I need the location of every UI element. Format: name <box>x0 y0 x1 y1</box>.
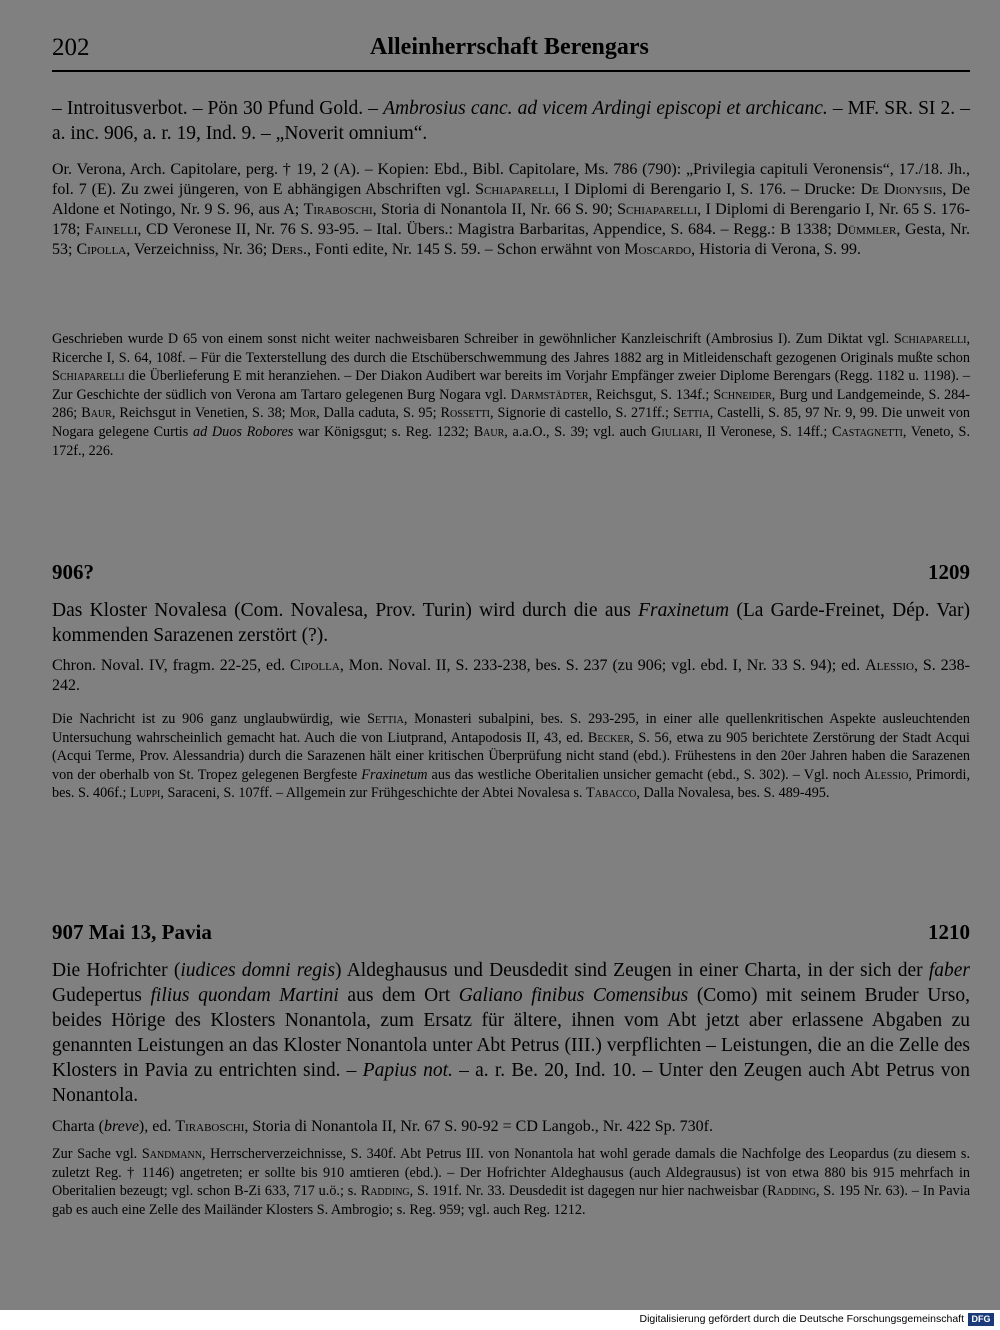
entry-summary: Die Hofrichter (iudices domni regis) Aldeghausus und Deusdedit sind Zeugen in einer Charta, in der sich der faber Gudepertus filius quondam Martini aus dem Ort Galiano finibus Comensibus (Como) mit seinem Bruder Urso, beides Hörige des Klosters Nonantola, zum Ersatz für ältere, ihnen vom Abt jetzt aber erlassene Abgaben zu genannten Leistungen an das Kloster Nonantola unter Abt Petrus (III.) verpflichten – Leistungen, die an die Zelle des Klosters in Pavia zu entrichten sind. – Papius not. – a. r. Be. 20, Ind. 10. – Unter den Zeugen auch Abt Petrus von Nonantola. <box>52 960 970 1106</box>
page-header <box>52 32 970 72</box>
entry-number: 1209 <box>928 560 970 584</box>
funding-notice: Digitalisierung gefördert durch die Deutsche Forschungsgemeinschaft <box>639 1313 964 1325</box>
entry-commentary: Zur Sache vgl. Sandmann, Herrscherverzeichnisse, S. 340f. Abt Petrus III. von Nonantola hat wohl gerade damals die Nachfolge des Leopardus (zu diesem s. zuletzt Reg. † 1146) angetreten; er sollte bis 910 amtieren (ebd.). – Der Hofrichter Aldeghausus (auch Aldegrausus) ist von etwa 880 bis 915 mehrfach in Oberitalien bezeugt; vgl. schon B-Zi 633, 717 u.ö.; s. Radding, S. 191f. Nr. 33. Deusdedit ist dagegen nur hier nachweisbar (Radding, S. 195 Nr. 63). – In Pavia gab es auch eine Zelle des Mailänder Klosters S. Ambrogio; s. Reg. 959; vgl. auch Reg. 1212. <box>52 1146 971 1218</box>
entry-heading <box>52 560 970 586</box>
entry-sources: Chron. Noval. IV, fragm. 22-25, ed. Cipolla, Mon. Noval. II, S. 233-238, bes. S. 237 (zu 906; vgl. ebd. I, Nr. 33 S. 94); ed. Alessio, S. 238-242. <box>52 657 970 694</box>
footer-bar <box>0 1310 1000 1330</box>
entry-commentary: Die Nachricht ist zu 906 ganz unglaubwürdig, wie Settia, Monasteri subalpini, bes. S. 293-295, in einer alle quellenkritischen Aspekte ausleuchtenden Untersuchung wahrscheinlich gemacht hat. Auch die von Liutprand, Antapodosis II, 43, ed. Becker, S. 56, etwa zu 905 berichtete Zerstörung der Stadt Acqui (Acqui Terme, Prov. Alessandria) durch die Sarazenen hält einer kritischen Überprüfung nicht stand (ebd.). Frühestens in den 20er Jahren haben die Sarazenen von der oberhalb von St. Tropez gelegenen Bergfeste Fraxinetum aus das westliche Oberitalien unsicher gemacht (ebd., S. 302). – Vgl. noch Alessio, Primordi, bes. S. 406f.; Luppi, Saraceni, S. 107ff. – Allgemein zur Frühgeschichte der Abtei Novalesa s. Tabacco, Dalla Novalesa, bes. S. 489-495. <box>52 711 971 802</box>
dfg-logo: DFG <box>968 1313 994 1326</box>
continuation-sources: Or. Verona, Arch. Capitolare, perg. † 19, 2 (A). – Kopien: Ebd., Bibl. Capitolare, Ms. 786 (790): „Privilegia capituli Veronensis“, 17./18. Jh., fol. 7 (E). Zu zwei jüngeren, von E abhängigen Abschriften vgl. Schiaparelli, I Diplomi di Berengario I, S. 176. – Drucke: De Dionysiis, De Aldone et Notingo, Nr. 9 S. 96, aus A; Tiraboschi, Storia di Nonantola II, Nr. 66 S. 90; Schiaparelli, I Diplomi di Berengario I, Nr. 65 S. 176-178; Fainelli, CD Veronese II, Nr. 76 S. 93-95. – Ital. Übers.: Magistra Barbaritas, Appendice, S. 684. – Regg.: B 1338; Dümmler, Gesta, Nr. 53; Cipolla, Verzeichniss, Nr. 36; Ders., Fonti edite, Nr. 145 S. 59. – Schon erwähnt von Moscardo, Historia di Verona, S. 99. <box>52 161 971 258</box>
entry-heading <box>52 920 970 946</box>
entry-summary: Das Kloster Novalesa (Com. Novalesa, Prov. Turin) wird durch die aus Fraxinetum (La Garde-Freinet, Dép. Var) kommenden Sarazenen zerstört (?). <box>52 600 970 646</box>
running-title: Alleinherrschaft Berengars <box>370 34 649 60</box>
continuation-commentary: Geschrieben wurde D 65 von einem sonst nicht weiter nachweisbaren Schreiber in gewöhnlicher Kanzleischrift (Ambrosius I). Zum Diktat vgl. Schiaparelli, Ricerche I, S. 64, 108f. – Für die Texterstellung des durch die Etschüberschwemmung des Jahres 1882 arg in Mitleidenschaft gezogenen Originals mußte schon Schiaparelli die Überlieferung E mit heranziehen. – Der Diakon Audibert war bereits im Vorjahr Empfänger zweier Diplome Berengars (Regg. 1182 u. 1198). – Zur Geschichte der südlich von Verona am Tartaro gelegenen Burg Nogara vgl. Darmstädter, Reichsgut, S. 134f.; Schneider, Burg und Landgemeinde, S. 284-286; Baur, Reichsgut in Venetien, S. 38; Mor, Dalla caduta, S. 95; Rossetti, Signorie di castello, S. 271ff.; Settia, Castelli, S. 85, 97 Nr. 9, 99. Die unweit von Nogara gelegene Curtis ad Duos Robores war Königsgut; s. Reg. 1232; Baur, a.a.O., S. 39; vgl. auch Giuliari, Il Veronese, S. 14ff.; Castagnetti, Veneto, S. 172f., 226. <box>52 331 971 459</box>
entry-number: 1210 <box>928 920 970 944</box>
entry-date: 906? <box>52 560 94 584</box>
entry-sources: Charta (breve), ed. Tiraboschi, Storia di Nonantola II, Nr. 67 S. 90-92 = CD Langob., Nr. 422 Sp. 730f. <box>52 1118 713 1135</box>
page-number: 202 <box>52 34 90 61</box>
entry-date: 907 Mai 13, Pavia <box>52 920 212 944</box>
continuation-text: – Introitusverbot. – Pön 30 Pfund Gold. – Ambrosius canc. ad vicem Ardingi episcopi et archicanc. – MF. SR. SI 2. – a. inc. 906, a. r. 19, Ind. 9. – „Noverit omnium“. <box>52 98 970 144</box>
